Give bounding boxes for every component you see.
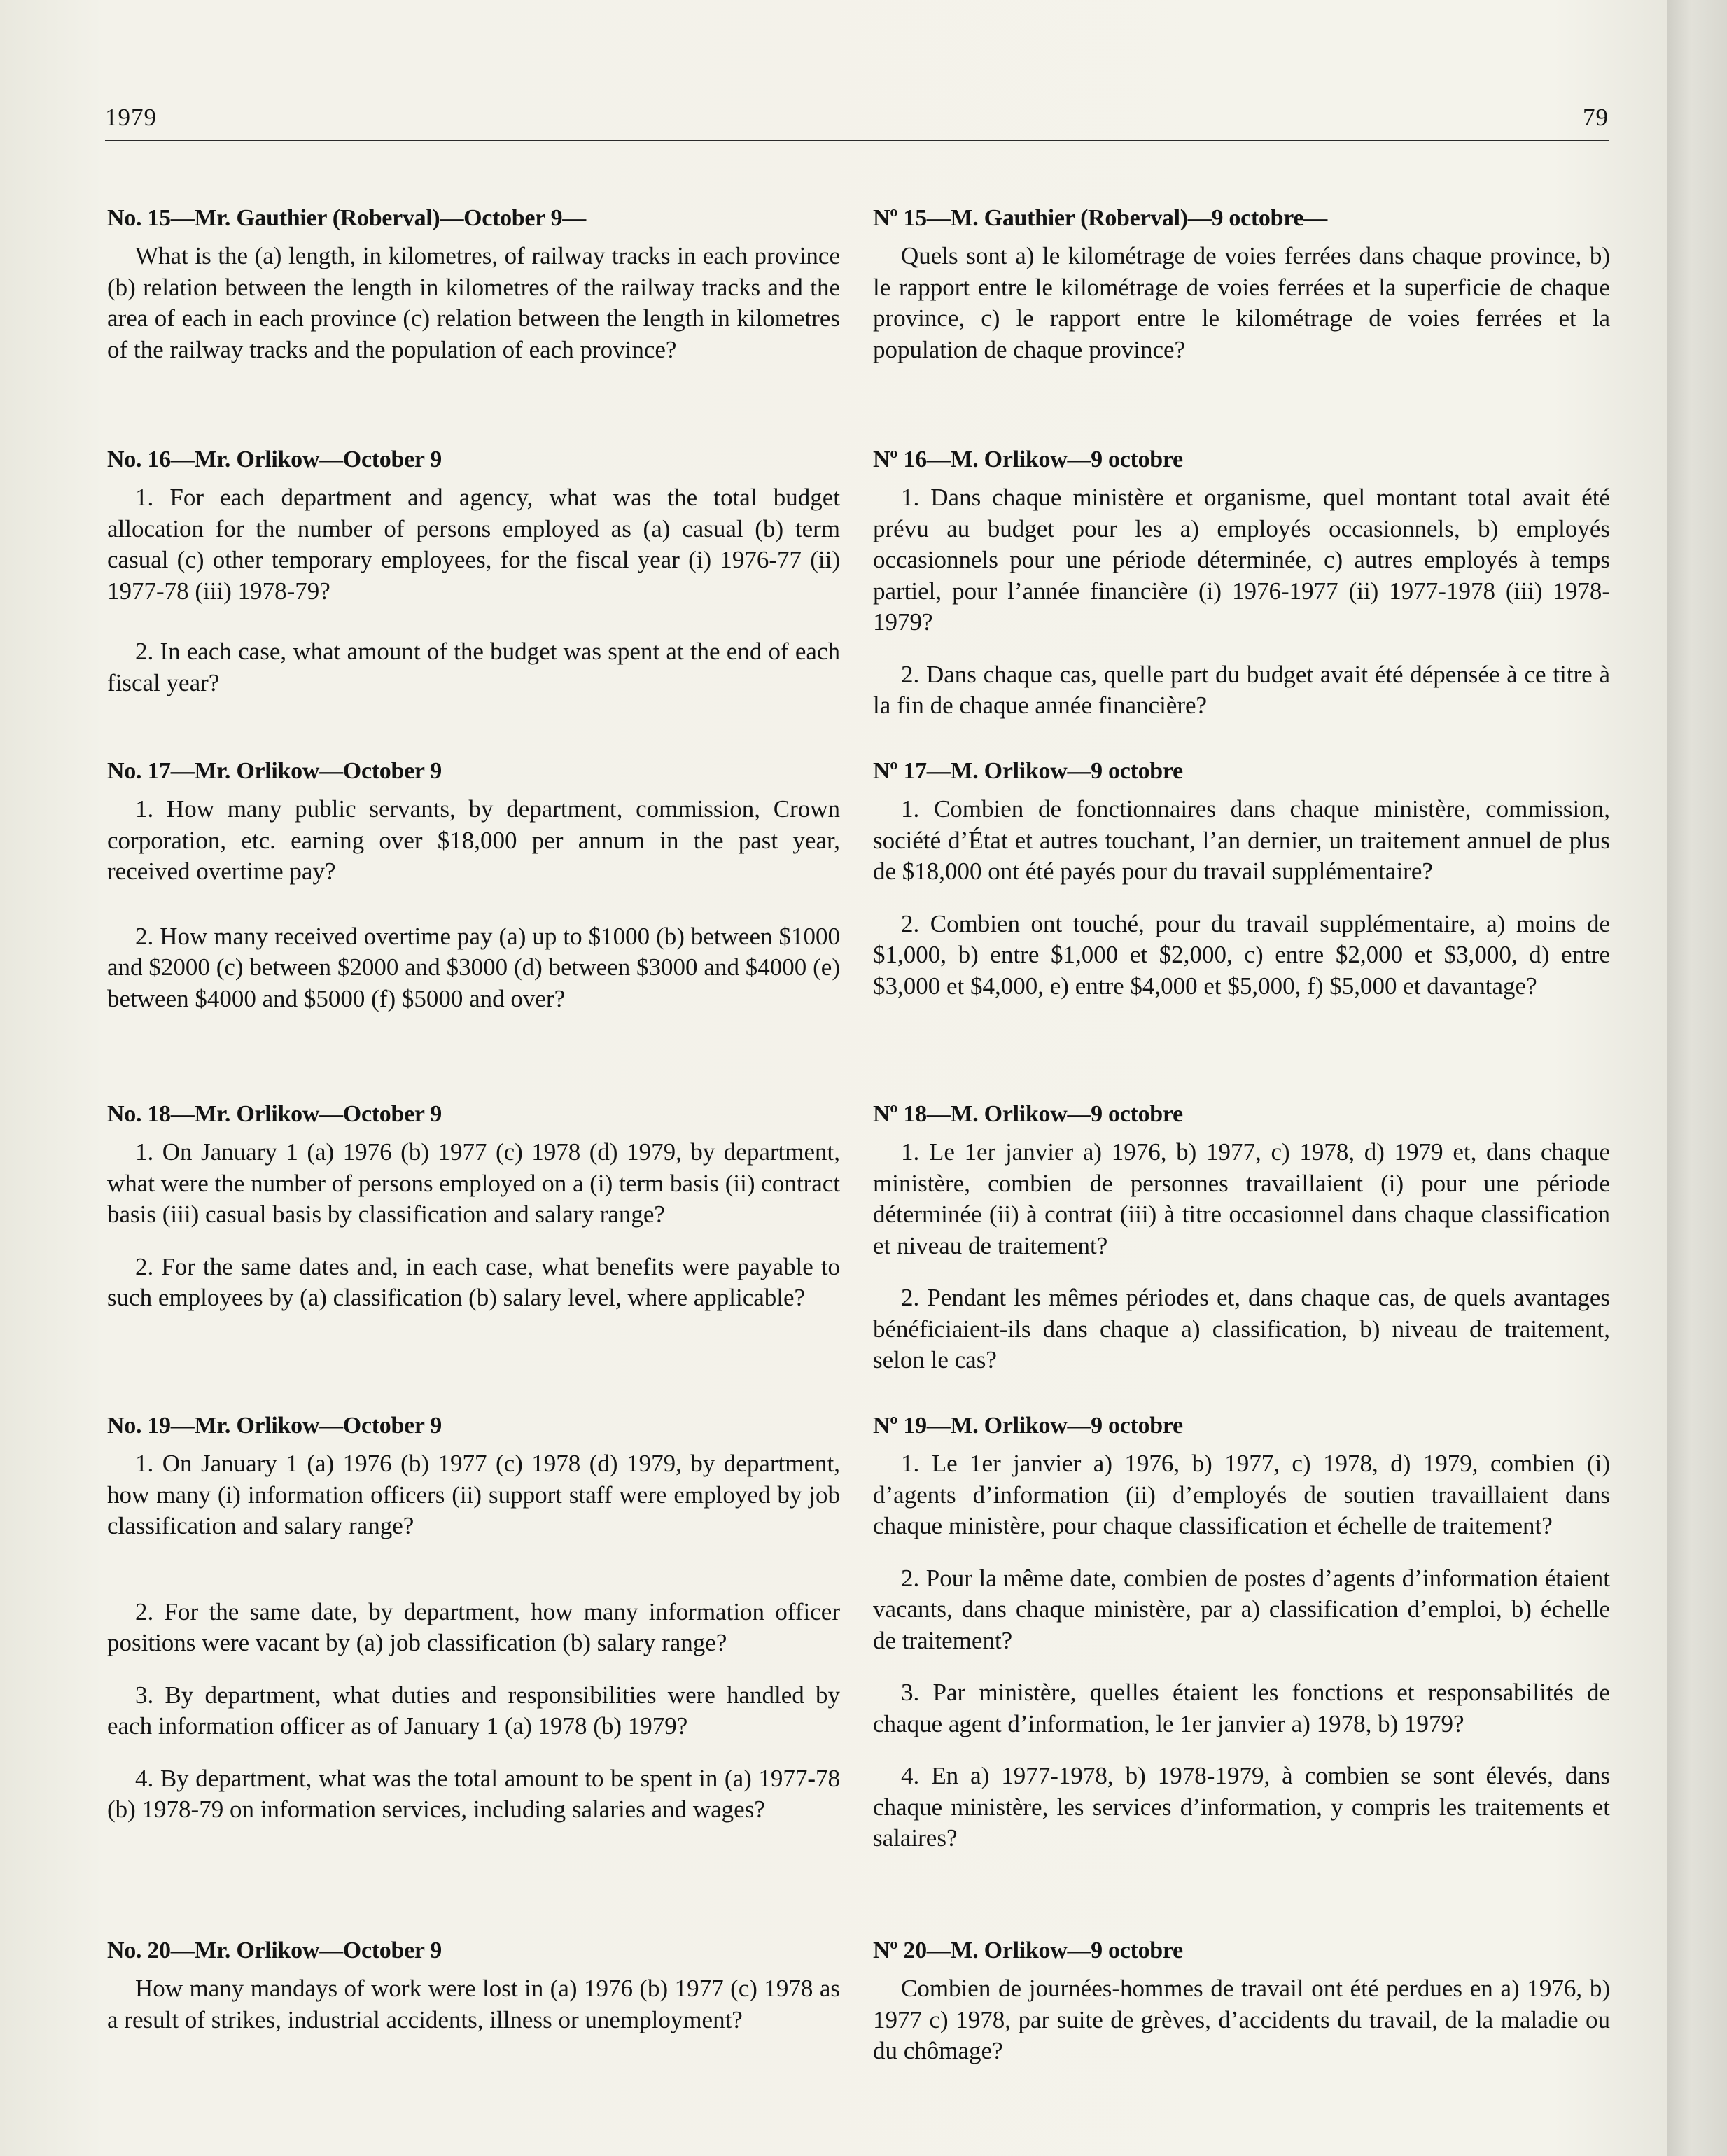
question-text: 2. Combien ont touché, pour du travail supplémentaire, a) moins de $1,000, b) entre $1,000 et $2,000, c) entre $2,000 et $3,000, d) entre $3,000 et $4,000, e) entre $4,000 et $5,000, f) $5,000 et davantage?	[873, 909, 1610, 1000]
question-text: 1. Dans chaque ministère et organisme, quel montant total avait été prévu au budget pour les a) employés occasionnels, b) employés occasionnels pour une période déterminée, c) autres employés à temps partiel, pour l’année financière (i) 1976-1977 (ii) 1977-1978 (iii) 1978-1979?	[873, 484, 1610, 636]
question-text: 2. Pour la même date, combien de postes d’agents d’information étaient vacants, dans chaque ministère, par a) classification d’emploi, b) échelle de traitement?	[873, 1564, 1610, 1654]
question-16-en	[107, 444, 840, 699]
question-19-en	[107, 1410, 840, 1826]
question-text: Combien de journées-hommes de travail ont été perdues en a) 1976, b) 1977 c) 1978, par suite de grèves, d’accidents du travail, de la maladie ou du chômage?	[873, 1975, 1610, 2064]
question-19-fr	[873, 1410, 1610, 1854]
question-heading: No. 18—Mr. Orlikow—October 9	[107, 1101, 442, 1127]
question-heading: Nº 20—M. Orlikow—9 octobre	[873, 1938, 1183, 1963]
question-18-fr	[873, 1099, 1610, 1376]
question-text: 2. For the same dates and, in each case, what benefits were payable to such employees by (a) classification (b) salary level, where applicable?	[107, 1252, 840, 1311]
question-heading: No. 16—Mr. Orlikow—October 9	[107, 447, 442, 472]
question-text: How many mandays of work were lost in (a) 1976 (b) 1977 (c) 1978 as a result of strikes, industrial accidents, illness or unemployment?	[107, 1975, 840, 2033]
running-header	[105, 104, 1609, 141]
question-15-en	[107, 203, 840, 365]
question-heading: Nº 15—M. Gauthier (Roberval)—9 octobre—	[873, 205, 1327, 231]
question-heading: Nº 19—M. Orlikow—9 octobre	[873, 1413, 1183, 1438]
question-text: 2. Pendant les mêmes périodes et, dans chaque cas, de quels avantages bénéficiaient-ils dans chaque a) classification, b) niveau de traitement, selon le cas?	[873, 1284, 1610, 1373]
question-heading: No. 19—Mr. Orlikow—October 9	[107, 1413, 442, 1438]
question-text: 2. Dans chaque cas, quelle part du budget avait été dépensée à ce titre à la fin de chaque année financière?	[873, 660, 1610, 719]
question-heading: Nº 17—M. Orlikow—9 octobre	[873, 758, 1183, 784]
question-heading: No. 17—Mr. Orlikow—October 9	[107, 758, 442, 784]
question-15-fr	[873, 203, 1610, 365]
question-text: 4. En a) 1977-1978, b) 1978-1979, à combien se sont élevés, dans chaque ministère, les services d’information, y compris les traitements et salaires?	[873, 1762, 1610, 1851]
question-heading: No. 15—Mr. Gauthier (Roberval)—October 9—	[107, 205, 586, 231]
question-text: 1. How many public servants, by department, commission, Crown corporation, etc. earning over $18,000 per annum in the past year, received overtime pay?	[107, 795, 840, 885]
question-heading: No. 20—Mr. Orlikow—October 9	[107, 1938, 442, 1963]
question-heading: Nº 18—M. Orlikow—9 octobre	[873, 1101, 1183, 1127]
question-16-fr	[873, 444, 1610, 722]
question-text: 1. Le 1er janvier a) 1976, b) 1977, c) 1978, d) 1979, combien (i) d’agents d’information (ii) d’employés de soutien travaillaient dans chaque ministère, pour chaque classification et échelle de traitement?	[873, 1450, 1610, 1539]
question-text: 2. For the same date, by department, how many information officer positions were vacant by (a) job classification (b) salary range?	[107, 1597, 840, 1656]
question-text: 4. By department, what was the total amount to be spent in (a) 1977-78 (b) 1978-79 on information services, including salaries and wages?	[107, 1764, 840, 1823]
question-text: 1. Combien de fonctionnaires dans chaque ministère, commission, société d’État et autres touchant, l’an dernier, un traitement annuel de plus de $18,000 ont été payés pour du travail supplémentaire?	[873, 795, 1610, 885]
question-text: 1. On January 1 (a) 1976 (b) 1977 (c) 1978 (d) 1979, by department, how many (i) information officers (ii) support staff were employed by job classification and salary range?	[107, 1450, 840, 1539]
question-20-en	[107, 1935, 840, 2036]
question-text: 1. Le 1er janvier a) 1976, b) 1977, c) 1978, d) 1979 et, dans chaque ministère, combien de personnes travaillaient (i) pour une période déterminée (ii) à contrat (iii) à titre occasionnel dans chaque classification et niveau de traitement?	[873, 1138, 1610, 1259]
question-text: Quels sont a) le kilométrage de voies ferrées dans chaque province, b) le rapport entre le kilométrage de voies ferrées et la superficie de chaque province, c) le rapport entre le kilométrage de voies ferrées et la population de chaque province?	[873, 242, 1610, 363]
question-text: 1. On January 1 (a) 1976 (b) 1977 (c) 1978 (d) 1979, by department, what were the number of persons employed on a (i) term basis (ii) contract basis (iii) casual basis by classification and salary range?	[107, 1138, 840, 1228]
question-heading: Nº 16—M. Orlikow—9 octobre	[873, 447, 1183, 472]
question-text: 2. How many received overtime pay (a) up to $1000 (b) between $1000 and $2000 (c) between $2000 and $3000 (d) between $3000 and $4000 (e) between $4000 and $5000 (f) $5000 and over?	[107, 922, 840, 1012]
page-number: 79	[1583, 104, 1609, 131]
header-year: 1979	[105, 104, 157, 131]
question-17-fr	[873, 756, 1610, 1002]
question-text: 3. Par ministère, quelles étaient les fonctions et responsabilités de chaque agent d’information, le 1er janvier a) 1978, b) 1979?	[873, 1679, 1610, 1737]
question-text: What is the (a) length, in kilometres, of railway tracks in each province (b) relation between the length in kilometres of the railway tracks and the area of each in each province (c) relation between the length in kilometres of the railway tracks and the population of each province?	[107, 242, 840, 363]
page-edge	[1667, 0, 1727, 2156]
question-text: 3. By department, what duties and responsibilities were handled by each information officer as of January 1 (a) 1978 (b) 1979?	[107, 1681, 840, 1740]
question-20-fr	[873, 1935, 1610, 2067]
question-text: 2. In each case, what amount of the budget was spent at the end of each fiscal year?	[107, 638, 840, 696]
question-17-en	[107, 756, 840, 1014]
question-18-en	[107, 1099, 840, 1314]
question-text: 1. For each department and agency, what was the total budget allocation for the number of persons employed as (a) casual (b) term casual (c) other temporary employees, for the fiscal year (i) 1976-77 (ii) 1977-78 (iii) 1978-79?	[107, 484, 840, 605]
